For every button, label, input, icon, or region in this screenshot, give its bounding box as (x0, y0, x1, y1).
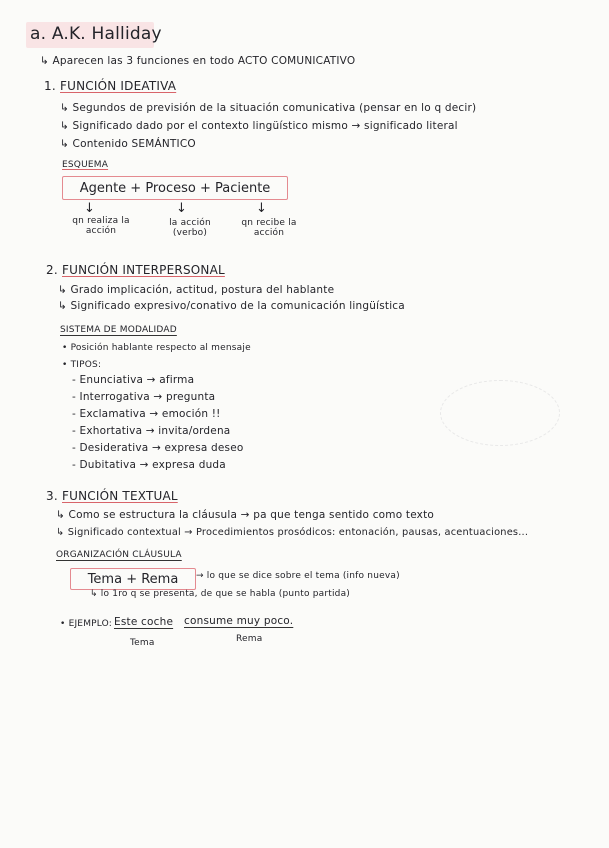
section3-heading: FUNCIÓN TEXTUAL (62, 489, 178, 503)
section1-bullet: ↳ Contenido SEMÁNTICO (60, 138, 196, 150)
example-tema-label: Tema (130, 638, 155, 648)
section2-bullet: ↳ Grado implicación, actitud, postura del hablante (58, 284, 335, 296)
example-prefix: • EJEMPLO: (60, 619, 113, 629)
arrow-down-icon: ↓ (256, 201, 267, 216)
section2-heading: FUNCIÓN INTERPERSONAL (62, 263, 225, 277)
modal-label: SISTEMA DE MODALIDAD (60, 325, 177, 335)
example-tema: Este coche (114, 616, 174, 628)
example-rema-label: Rema (236, 634, 263, 644)
schema-note-paciente: qn recibe la acción (241, 218, 297, 239)
example-rema: consume muy poco. (184, 615, 294, 627)
intro-line: ↳ Aparecen las 3 funciones en todo ACTO COMUNICATIVO (40, 55, 356, 67)
schema-note-proceso: la acción (verbo) (169, 218, 211, 239)
bleed-through-mark (440, 380, 560, 446)
section1-heading: FUNCIÓN IDEATIVA (60, 79, 177, 93)
page-title: a. A.K. Halliday (30, 24, 162, 44)
org-label: ORGANIZACIÓN CLÁUSULA (56, 550, 182, 560)
type-item: - Exhortativa → invita/ordena (72, 425, 231, 437)
modal-point: • Posición hablante respecto al mensaje (62, 343, 251, 353)
arrow-down-icon: ↓ (84, 201, 95, 216)
type-item: - Exclamativa → emoción !! (72, 408, 221, 420)
type-item: - Interrogativa → pregunta (72, 391, 216, 403)
schema-note-agente: qn realiza la acción (72, 216, 130, 237)
org-box: Tema + Rema (70, 568, 196, 590)
rema-note: → lo que se dice sobre el tema (info nueva) (196, 571, 400, 581)
type-item: - Desiderativa → expresa deseo (72, 442, 244, 454)
section2-number: 2. (46, 263, 58, 277)
type-item: - Dubitativa → expresa duda (72, 459, 226, 471)
tema-note: ↳ lo 1ro q se presenta, de que se habla (punto partida) (90, 589, 351, 599)
section1-number: 1. (44, 79, 56, 93)
type-item: - Enunciativa → afirma (72, 374, 195, 386)
section3-number: 3. (46, 489, 58, 503)
section3-bullet: ↳ Significado contextual → Procedimientos prosódicos: entonación, pausas, acentuaciones... (56, 527, 529, 538)
section1-bullet: ↳ Significado dado por el contexto lingüístico mismo → significado literal (60, 120, 458, 132)
schema-label: ESQUEMA (62, 160, 109, 170)
section1-bullet: ↳ Segundos de previsión de la situación comunicativa (pensar en lo q decir) (60, 102, 477, 114)
modal-point: • TIPOS: (62, 360, 102, 370)
arrow-down-icon: ↓ (176, 201, 187, 216)
schema-box: Agente + Proceso + Paciente (62, 176, 288, 200)
section2-bullet: ↳ Significado expresivo/conativo de la comunicación lingüística (58, 300, 405, 312)
section3-bullet: ↳ Como se estructura la cláusula → pa que tenga sentido como texto (56, 509, 435, 521)
